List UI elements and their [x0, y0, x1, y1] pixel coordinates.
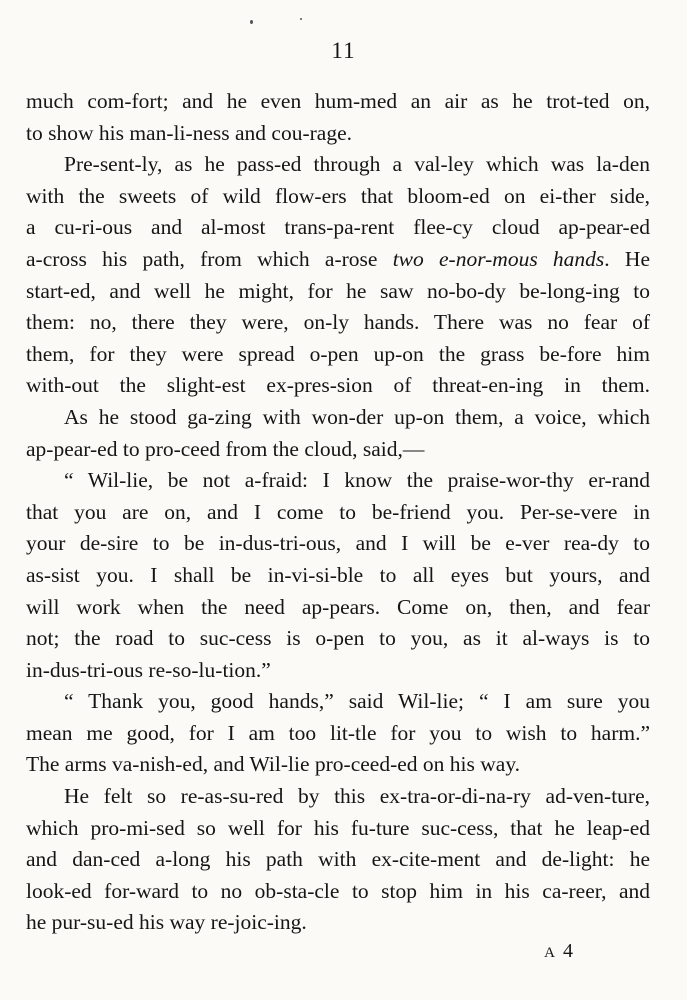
page-number: 11	[331, 38, 356, 63]
text-line: will work when the need ap-pears. Come on, then, and fear	[26, 594, 650, 619]
text-segment: a-cross his path, from which a-rose	[26, 246, 393, 271]
text-line: that you are on, and I come to be-friend you. Per-se-vere in	[26, 499, 650, 524]
text-line	[26, 244, 650, 276]
text-line: look-ed for-ward to no ob-sta-cle to stop him in his ca-reer, and	[26, 878, 650, 903]
signature-number: 4	[563, 940, 574, 962]
text-line: them, for they were spread o-pen up-on the grass be-fore him	[26, 341, 650, 366]
text-line: Pre-sent-ly, as he pass-ed through a val-ley which was la-den	[64, 152, 650, 177]
text-line: he pur-su-ed his way re-joic-ing.	[26, 910, 307, 935]
signature-letter: A	[544, 945, 556, 961]
text-segment: . He	[604, 246, 650, 271]
italic-phrase: two e-nor-mous hands	[392, 246, 605, 271]
text-line: them: no, there they were, on-ly hands. There was no fear of	[26, 310, 650, 335]
text-line: “ Thank you, good hands,” said Wil-lie; “ I am sure you	[64, 689, 650, 714]
text-line: in-dus-tri-ous re-so-lu-tion.”	[26, 657, 271, 682]
text-line: ap-pear-ed to pro-ceed from the cloud, said,—	[26, 436, 425, 461]
text-line: not; the road to suc-cess is o-pen to you, as it al-ways is to	[26, 626, 650, 651]
text-line: start-ed, and well he might, for he saw no-bo-dy be-long-ing to	[26, 278, 650, 303]
text-line: mean me good, for I am too lit-tle for you to wish to harm.”	[26, 720, 650, 745]
text-line: “ Wil-lie, be not a-fraid: I know the praise-wor-thy er-rand	[64, 468, 650, 493]
text-line: a cu-ri-ous and al-most trans-pa-rent flee-cy cloud ap-pear-ed	[26, 215, 650, 240]
text-line: to show his man-li-ness and cou-rage.	[26, 120, 353, 145]
signature-mark	[544, 940, 574, 963]
text-line: with the sweets of wild flow-ers that bloom-ed on ei-ther side,	[26, 183, 650, 208]
text-line: which pro-mi-sed so well for his fu-ture suc-cess, that he leap-ed	[26, 815, 650, 840]
print-speck	[300, 18, 302, 20]
text-line: as-sist you. I shall be in-vi-si-ble to all eyes but yours, and	[26, 562, 650, 587]
print-speck	[250, 20, 253, 24]
text-line: your de-sire to be in-dus-tri-ous, and I will be e-ver rea-dy to	[26, 531, 650, 556]
text-line: much com-fort; and he even hum-med an air as he trot-ted on,	[26, 89, 650, 113]
text-line: As he stood ga-zing with won-der up-on them, a voice, which	[64, 404, 650, 429]
text-line: and dan-ced a-long his path with ex-cite-ment and de-light: he	[26, 847, 650, 872]
text-line: He felt so re-as-su-red by this ex-tra-or-di-na-ry ad-ven-ture,	[64, 784, 650, 809]
text-line: The arms va-nish-ed, and Wil-lie pro-ceed-ed on his way.	[26, 752, 521, 777]
text-line: with-out the slight-est ex-pres-sion of threat-en-ing in them.	[26, 373, 650, 398]
text-block	[26, 86, 650, 939]
